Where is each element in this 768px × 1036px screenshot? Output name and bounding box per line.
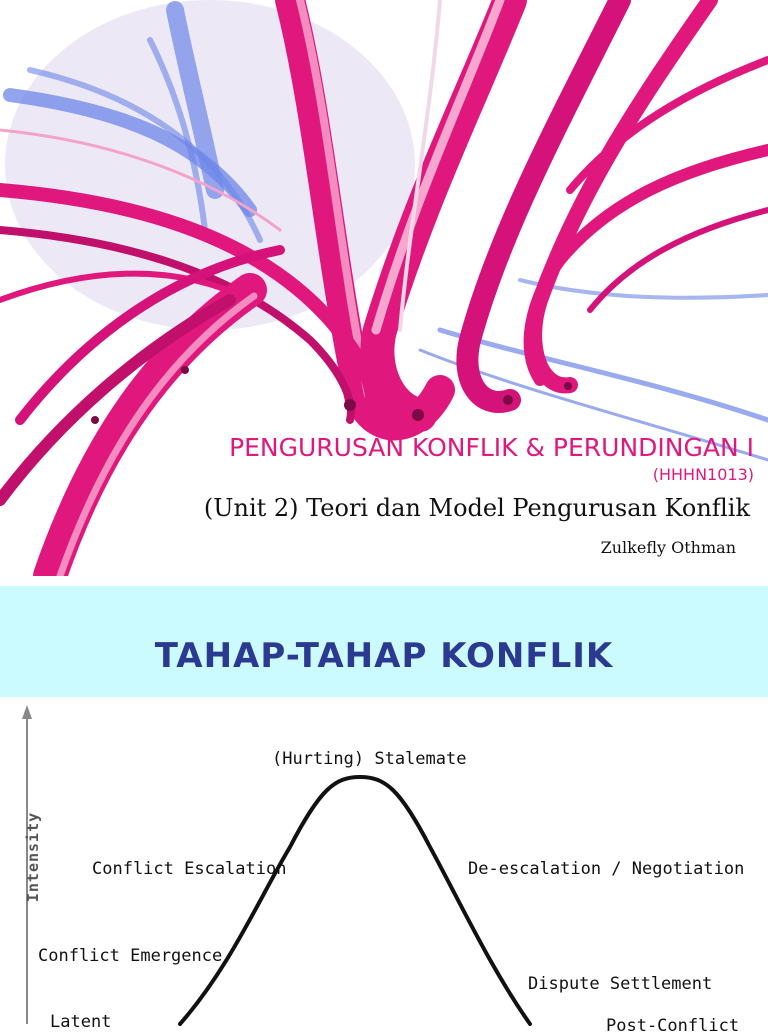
stage-peak-label: (Hurting) Stalemate (272, 749, 467, 769)
slide-header-band (0, 586, 768, 697)
stage-escalation-label: Conflict Escalation (92, 859, 287, 879)
stage-settlement-label: Dispute Settlement (528, 974, 713, 994)
y-axis-arrow (22, 705, 32, 719)
stage-post-label: Post-Conflict (606, 1016, 740, 1036)
stage-deescalation-label: De-escalation / Negotiation (468, 859, 745, 879)
stage-emergence-label: Conflict Emergence (38, 946, 223, 966)
course-title: PENGURUSAN KONFLIK & PERUNDINGAN I (229, 433, 754, 462)
stage-latent-label: Latent (50, 1012, 112, 1032)
author-name: Zulkefly Othman (600, 538, 736, 557)
conflict-stages-slide (0, 576, 768, 1036)
conflict-intensity-curve (180, 777, 530, 1024)
unit-subtitle: (Unit 2) Teori dan Model Pengurusan Konflik (203, 494, 750, 522)
course-code: (HHHN1013) (652, 465, 754, 484)
y-axis-label: Intensity (24, 811, 43, 903)
slide-title: TAHAP-TAHAP KONFLIK (154, 636, 614, 676)
